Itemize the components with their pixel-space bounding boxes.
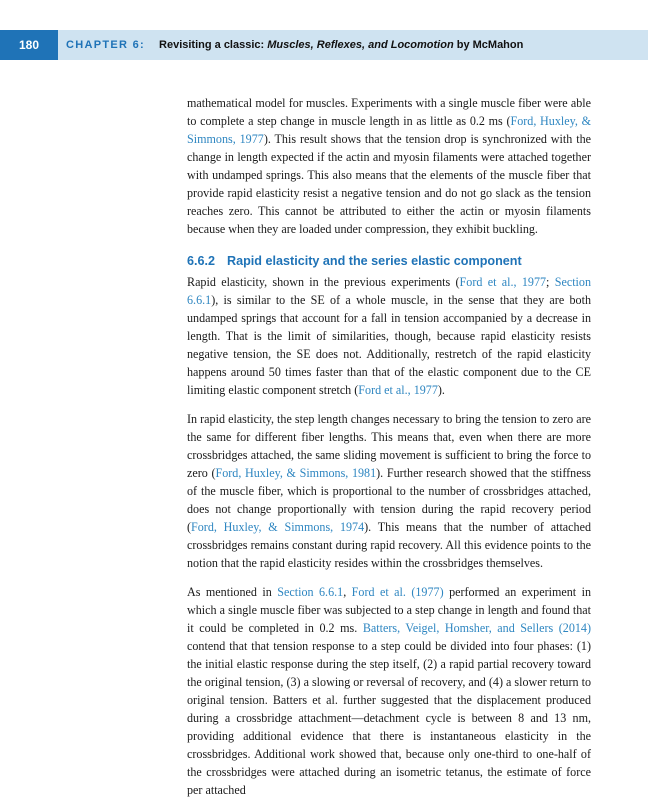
section-link[interactable]: Section 6.6.1 — [277, 585, 344, 599]
paragraph-gap — [187, 572, 591, 583]
citation-link[interactable]: Ford, Huxley, & Simmons, 1981 — [215, 466, 377, 480]
citation-link[interactable]: Ford, Huxley, & Simmons, 1974 — [191, 520, 365, 534]
text-run: , — [343, 585, 352, 599]
citation-link[interactable]: Ford et al. (1977) — [351, 585, 444, 599]
text-run: contend that that tension response to a step could be divided into four phases: (1) the initial elastic response during the step itself, (2) a rapid partial recovery toward the original tension, (3) a slowing or reversal of recovery, and (4) a slower return to original tension. Batters et al. further suggested that the displacement produced during a crossbridge attachment—detachment cycle is between 8 and 13 nm, providing additional evidence that there is instantaneous elasticity in the crossbridges. Additional work showed that, because only one-third to one-half of the crossbridges were attached during an isometric tetanus, the estimate of force per attached — [187, 639, 591, 797]
running-header — [0, 30, 648, 60]
paragraph-4 — [187, 583, 591, 799]
section-heading — [187, 252, 591, 270]
text-run: As mentioned in — [187, 585, 278, 599]
paragraph-3 — [187, 410, 591, 572]
citation-link[interactable]: Batters, Veigel, Homsher, and Sellers (2014) — [362, 621, 592, 635]
chapter-label: CHAPTER 6: — [66, 39, 146, 51]
paragraph-2 — [187, 273, 591, 399]
text-run: Rapid elasticity, shown in the previous experiments ( — [187, 275, 460, 289]
text-run: ). Further research showed that the stiffness of the muscle fiber, which is proportional to the number of crossbridges attached, does not change proportionally with tension during the rapid recovery period ( — [187, 466, 591, 534]
running-head-text — [66, 30, 523, 60]
text-run: ), is similar to the SE of a whole muscle, in the sense that they are both undamped springs that account for a fall in tension accompanied by a decrease in length. That is the limit of similarities, though, because rapid elasticity resists negative tension, the SE does not. Additionally, restretch of the rapid elasticity happens around 50 times faster than that of the elastic component due to the CE limiting elastic component stretch ( — [187, 293, 591, 397]
running-title-prefix: Revisiting a classic: — [159, 39, 268, 51]
text-run: mathematical model for muscles. Experiments with a single muscle fiber were able to complete a step change in muscle length in as little as 0.2 ms ( — [187, 96, 591, 128]
section-number: 6.6.2 — [187, 254, 216, 268]
text-run: ). This means that the number of attached crossbridges remains constant during rapid recovery. All this evidence points to the notion that the rapid elasticity resides within the crossbridges themselves. — [187, 520, 592, 570]
running-title-suffix: by McMahon — [453, 39, 524, 51]
page-number: 180 — [0, 30, 58, 60]
text-run: ). — [437, 383, 445, 397]
text-run: ). This result shows that the tension drop is synchronized with the change in length expected if the actin and myosin filaments were attached together with undamped springs. This also means that the elements of the muscle fiber that provide rapid elasticity resist a negative tension and do not go slack as the tension reaches zero. This cannot be attributed to either the actin or myosin filaments because when they are loaded under compression, they exhibit buckling. — [187, 132, 591, 236]
body-text — [187, 94, 591, 799]
paragraph-1 — [187, 94, 591, 238]
paragraph-gap — [187, 399, 591, 410]
section-title: Rapid elasticity and the series elastic component — [227, 254, 522, 268]
text-run: performed an experiment in which a single muscle fiber was subjected to a step change in length and found that it could be completed in 0.2 ms. — [187, 585, 592, 635]
book-title: Muscles, Reflexes, and Locomotion — [267, 39, 454, 51]
text-run: In rapid elasticity, the step length changes necessary to bring the tension to zero are the same for different fiber lengths. This means that, even when there are more crossbridges attached, the same sliding movement is sufficient to bring the force to zero ( — [187, 412, 591, 480]
citation-link[interactable]: Ford et al., 1977 — [358, 383, 438, 397]
text-run: ; — [546, 275, 555, 289]
citation-link[interactable]: Ford et al., 1977 — [459, 275, 547, 289]
section-link[interactable]: Section 6.6.1 — [187, 275, 592, 307]
citation-link[interactable]: Ford, Huxley, & Simmons, 1977 — [187, 114, 591, 146]
